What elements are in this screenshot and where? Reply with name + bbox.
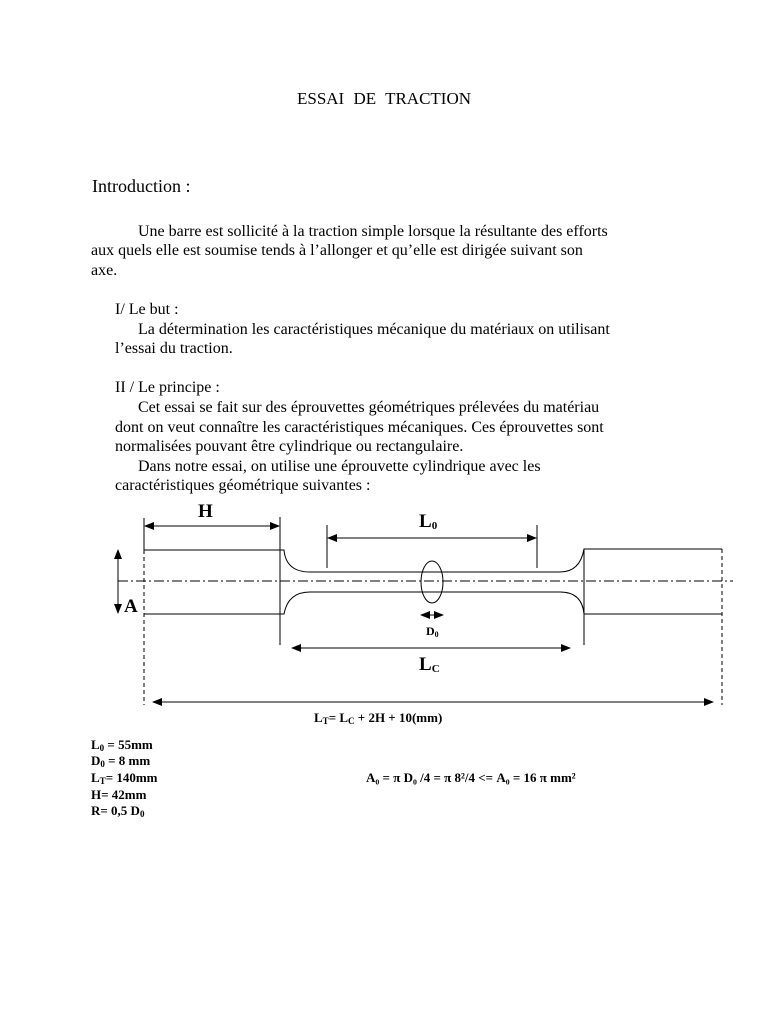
section1-line-1: La détermination les caractéristiques mécanique du matériaux on utilisant [138,321,610,338]
label-A: A [124,596,138,617]
label-LC: $L_C$ [419,654,440,675]
label-L0: $L_0$ [419,511,438,532]
spec-L0: $L_0 = 55mm$ [91,737,153,753]
spec-D0: $D_0 = 8$ mm [91,753,151,769]
spec-LT: $L_T= 140mm$ [91,770,158,786]
section2-heading: II / Le principe : [115,379,220,396]
section2-line-1: Cet essai se fait sur des éprouvettes géométriques prélevées du matériau [138,399,600,416]
spec-H: H= 42mm [91,787,147,802]
intro-line-3: axe. [91,262,118,279]
intro-heading: Introduction : [92,176,191,196]
intro-line-2: aux quels elle est soumise tends à l’allonger et qu’elle est dirigée suivant son [91,242,583,259]
section1-line-2: l’essai du traction. [115,340,233,357]
intro-line-1: Une barre est sollicité à la traction simple lorsque la résultante des efforts [138,223,608,240]
label-D0: $D_0$ [426,624,439,639]
area-formula: A₀ = π D₀ /4 = π 8²/4 <= A₀ = 16 π mm² [366,770,576,785]
label-H: H [198,501,213,522]
formula-LT: $L_T= L_C + 2H + 10(mm)$ [314,710,443,726]
page-title: ESSAI DE TRACTION [296,89,472,108]
spec-R: R= 0,5 $D_0$ [91,803,145,819]
cross-section-ellipse [421,561,443,603]
left-grip-outline [144,550,280,614]
section2-line-3: normalisées pouvant être cylindrique ou rectangulaire. [115,438,464,455]
section1-heading: I/ Le but : [115,301,179,318]
section2-line-2: dont on veut connaître les caractéristiques mécaniques. Ces éprouvettes sont [115,419,604,436]
section2-line-4: Dans notre essai, on utilise une éprouvette cylindrique avec les [138,458,541,475]
section2-line-5: caractéristiques géométrique suivantes : [115,477,371,494]
